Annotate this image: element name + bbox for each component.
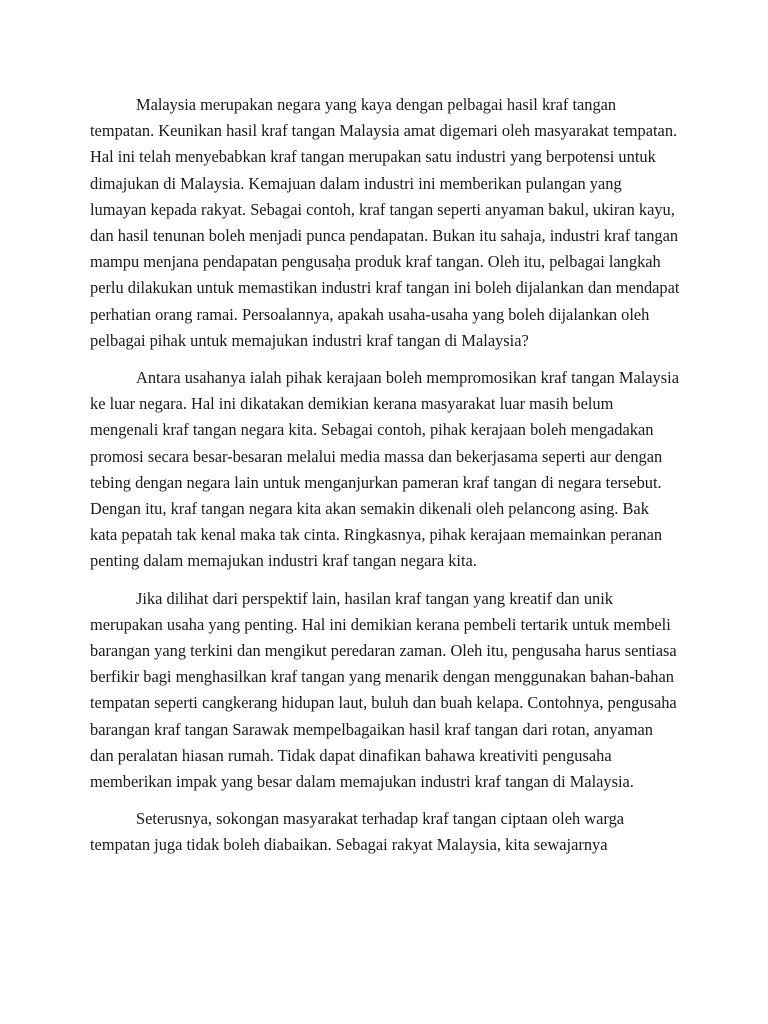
paragraph-government-promotion: Antara usahanya ialah pihak kerajaan boleh mempromosikan kraf tangan Malaysia ke luar negara. Hal ini dikatakan demikian kerana masyarakat luar masih belum mengenali kraf tangan negara kita. Sebagai contoh, pihak kerajaan boleh mengadakan promosi secara besar-besaran melalui media massa dan bekerjasama seperti aur dengan tebing dengan negara lain untuk menganjurkan pameran kraf tangan di negara tersebut. Dengan itu, kraf tangan negara kita akan semakin dikenali oleh pelancong asing. Bak kata pepatah tak kenal maka tak cinta. Ringkasnya, pihak kerajaan memainkan peranan penting dalam memajukan industri kraf tangan negara kita. (90, 368, 679, 571)
document-page (90, 92, 680, 870)
paragraph-creativity: Jika dilihat dari perspektif lain, hasilan kraf tangan yang kreatif dan unik merupakan usaha yang penting. Hal ini demikian kerana pembeli tertarik untuk membeli barangan yang terkini dan mengikut peredaran zaman. Oleh itu, pengusaha harus sentiasa berfikir bagi menghasilkan kraf tangan yang menarik dengan menggunakan bahan-bahan tempatan seperti cangkerang hidupan laut, buluh dan buah kelapa. Contohnya, pengusaha barangan kraf tangan Sarawak mempelbagaikan hasil kraf tangan dari rotan, anyaman dan peralatan hiasan rumah. Tidak dapat dinafikan bahawa kreativiti pengusaha memberikan impak yang besar dalam memajukan industri kraf tangan di Malaysia. (90, 588, 677, 792)
paragraph-intro: Malaysia merupakan negara yang kaya dengan pelbagai hasil kraf tangan tempatan. Keunikan hasil kraf tangan Malaysia amat digemari oleh masyarakat tempatan. Hal ini telah menyebabkan kraf tangan merupakan satu industri yang berpotensi untuk dimajukan di Malaysia. Kemajuan dalam industri ini memberikan pulangan yang lumayan kepada rakyat. Sebagai contoh, kraf tangan seperti anyaman bakul, ukiran kayu, dan hasil tenunan boleh menjadi punca pendapatan. Bukan itu sahaja, industri kraf tangan mampu menjana pendapatan pengusaḥa produk kraf tangan. Oleh itu, pelbagai langkah perlu dilakukan untuk memastikan industri kraf tangan ini boleh dijalankan dan mendapat perhatian orang ramai. Persoalannya, apakah usaha-usaha yang boleh dijalankan oleh pelbagai pihak untuk memajukan industri kraf tangan di Malaysia? (90, 95, 680, 350)
paragraph-community-support: Seterusnya, sokongan masyarakat terhadap kraf tangan ciptaan oleh warga tempatan juga tidak boleh diabaikan. Sebagai rakyat Malaysia, kita sewajarnya (90, 809, 625, 855)
